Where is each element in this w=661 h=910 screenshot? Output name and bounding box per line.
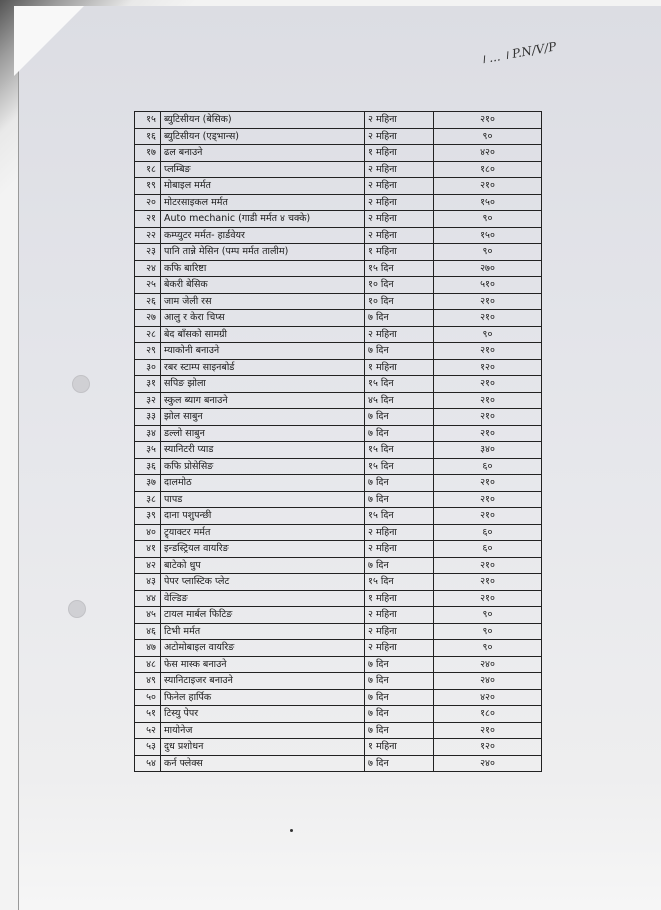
training-name-cell: बाटेको धुप — [161, 557, 365, 574]
count-cell: २४० — [434, 656, 542, 673]
duration-cell: १ महिना — [365, 359, 434, 376]
duration-cell: ७ दिन — [365, 689, 434, 706]
serial-number-cell: ४५ — [135, 607, 161, 624]
table-row — [135, 491, 542, 508]
duration-cell: २ महिना — [365, 128, 434, 145]
table-row — [135, 442, 542, 459]
serial-number-cell: २९ — [135, 343, 161, 360]
training-name-cell: मोबाइल मर्मत — [161, 178, 365, 195]
training-name-cell: ब्युटिसीयन (बेसिक) — [161, 112, 365, 129]
table-row — [135, 145, 542, 162]
duration-cell: २ महिना — [365, 524, 434, 541]
duration-cell: १५ दिन — [365, 574, 434, 591]
table-row — [135, 359, 542, 376]
count-cell: ९० — [434, 128, 542, 145]
duration-cell: २ महिना — [365, 161, 434, 178]
table-row — [135, 475, 542, 492]
training-name-cell: सपिङ झोला — [161, 376, 365, 393]
serial-number-cell: ३५ — [135, 442, 161, 459]
training-name-cell: पापड — [161, 491, 365, 508]
table-row — [135, 293, 542, 310]
table-row — [135, 277, 542, 294]
duration-cell: १५ दिन — [365, 260, 434, 277]
training-name-cell: ट्र्याक्टर मर्मत — [161, 524, 365, 541]
training-name-cell: कफि बारिष्टा — [161, 260, 365, 277]
training-name-cell: अटोमोबाइल वायरिङ — [161, 640, 365, 657]
serial-number-cell: ३२ — [135, 392, 161, 409]
duration-cell: २ महिना — [365, 227, 434, 244]
table-row — [135, 409, 542, 426]
serial-number-cell: २२ — [135, 227, 161, 244]
count-cell: २१० — [434, 722, 542, 739]
table-row — [135, 508, 542, 525]
serial-number-cell: १५ — [135, 112, 161, 129]
duration-cell: १५ दिन — [365, 508, 434, 525]
count-cell: १२० — [434, 739, 542, 756]
training-name-cell: पेपर प्लास्टिक प्लेट — [161, 574, 365, 591]
count-cell: २१० — [434, 590, 542, 607]
duration-cell: १५ दिन — [365, 442, 434, 459]
serial-number-cell: ३० — [135, 359, 161, 376]
count-cell: २१० — [434, 112, 542, 129]
serial-number-cell: ३४ — [135, 425, 161, 442]
training-name-cell: ब्युटिसीयन (एड्भान्स) — [161, 128, 365, 145]
duration-cell: १ महिना — [365, 590, 434, 607]
serial-number-cell: २६ — [135, 293, 161, 310]
table-row — [135, 574, 542, 591]
count-cell: १८० — [434, 161, 542, 178]
duration-cell: १५ दिन — [365, 458, 434, 475]
count-cell: ९० — [434, 640, 542, 657]
table-row — [135, 689, 542, 706]
table-row — [135, 739, 542, 756]
count-cell: ९० — [434, 607, 542, 624]
serial-number-cell: २१ — [135, 211, 161, 228]
training-name-cell: टिस्यु पेपर — [161, 706, 365, 723]
serial-number-cell: ४० — [135, 524, 161, 541]
count-cell: २४० — [434, 673, 542, 690]
table-row — [135, 161, 542, 178]
training-name-cell: मायोनेज — [161, 722, 365, 739]
handwritten-note: । ... । P.N/V/P — [479, 39, 558, 67]
duration-cell: ७ दिन — [365, 475, 434, 492]
training-table — [134, 111, 542, 772]
serial-number-cell: ३७ — [135, 475, 161, 492]
serial-number-cell: २४ — [135, 260, 161, 277]
training-name-cell: दालमोठ — [161, 475, 365, 492]
table-row — [135, 178, 542, 195]
training-name-cell: रबर स्टाम्प साइनबोर्ड — [161, 359, 365, 376]
serial-number-cell: ३१ — [135, 376, 161, 393]
table-row — [135, 640, 542, 657]
duration-cell: २ महिना — [365, 178, 434, 195]
count-cell: २४० — [434, 755, 542, 772]
count-cell: ९० — [434, 623, 542, 640]
duration-cell: ७ दिन — [365, 722, 434, 739]
duration-cell: ७ दिन — [365, 706, 434, 723]
training-name-cell: कफि प्रोसेसिङ — [161, 458, 365, 475]
serial-number-cell: ५० — [135, 689, 161, 706]
training-name-cell: कम्प्युटर मर्मत- हार्डवेयर — [161, 227, 365, 244]
duration-cell: १० दिन — [365, 293, 434, 310]
training-name-cell: डल्लो साबुन — [161, 425, 365, 442]
serial-number-cell: ४३ — [135, 574, 161, 591]
count-cell: ५१० — [434, 277, 542, 294]
count-cell: २१० — [434, 392, 542, 409]
table-row — [135, 557, 542, 574]
count-cell: २१० — [434, 425, 542, 442]
count-cell: ९० — [434, 211, 542, 228]
table-row — [135, 326, 542, 343]
count-cell: २१० — [434, 491, 542, 508]
serial-number-cell: ३९ — [135, 508, 161, 525]
duration-cell: २ महिना — [365, 326, 434, 343]
count-cell: २१० — [434, 574, 542, 591]
table-row — [135, 112, 542, 129]
table-row — [135, 227, 542, 244]
table-row — [135, 607, 542, 624]
duration-cell: १ महिना — [365, 145, 434, 162]
serial-number-cell: ५२ — [135, 722, 161, 739]
duration-cell: १० दिन — [365, 277, 434, 294]
serial-number-cell: २७ — [135, 310, 161, 327]
training-table-body — [135, 112, 542, 772]
count-cell: २१० — [434, 310, 542, 327]
serial-number-cell: ४९ — [135, 673, 161, 690]
duration-cell: ७ दिन — [365, 343, 434, 360]
serial-number-cell: ५३ — [135, 739, 161, 756]
count-cell: १५० — [434, 227, 542, 244]
count-cell: २१० — [434, 409, 542, 426]
table-row — [135, 524, 542, 541]
training-name-cell: प्लम्बिङ — [161, 161, 365, 178]
duration-cell: १ महिना — [365, 244, 434, 261]
serial-number-cell: २० — [135, 194, 161, 211]
training-name-cell: स्कुल ब्याग बनाउने — [161, 392, 365, 409]
count-cell: २१० — [434, 178, 542, 195]
table-row — [135, 706, 542, 723]
table-row — [135, 244, 542, 261]
training-name-cell: इन्डस्ट्रियल वायरिङ — [161, 541, 365, 558]
training-name-cell: मोटरसाइकल मर्मत — [161, 194, 365, 211]
serial-number-cell: ५४ — [135, 755, 161, 772]
training-name-cell: वेल्डिङ — [161, 590, 365, 607]
table-row — [135, 260, 542, 277]
table-row — [135, 194, 542, 211]
serial-number-cell: ४७ — [135, 640, 161, 657]
table-row — [135, 755, 542, 772]
training-name-cell: दुध प्रशोधन — [161, 739, 365, 756]
serial-number-cell: ४२ — [135, 557, 161, 574]
table-row — [135, 656, 542, 673]
table-row — [135, 623, 542, 640]
table-row — [135, 211, 542, 228]
training-name-cell: बेकरी बेसिक — [161, 277, 365, 294]
serial-number-cell: ५१ — [135, 706, 161, 723]
training-name-cell: टायल मार्बल फिटिङ — [161, 607, 365, 624]
serial-number-cell: ४४ — [135, 590, 161, 607]
table-row — [135, 392, 542, 409]
duration-cell: ७ दिन — [365, 310, 434, 327]
duration-cell: ७ दिन — [365, 491, 434, 508]
duration-cell: ७ दिन — [365, 755, 434, 772]
training-name-cell: फेस मास्क बनाउने — [161, 656, 365, 673]
serial-number-cell: ३८ — [135, 491, 161, 508]
duration-cell: २ महिना — [365, 607, 434, 624]
training-name-cell: जाम जेली रस — [161, 293, 365, 310]
serial-number-cell: ४६ — [135, 623, 161, 640]
serial-number-cell: १९ — [135, 178, 161, 195]
training-name-cell: फिनेल हार्पिक — [161, 689, 365, 706]
count-cell: १५० — [434, 194, 542, 211]
duration-cell: ७ दिन — [365, 557, 434, 574]
serial-number-cell: २५ — [135, 277, 161, 294]
serial-number-cell: ४१ — [135, 541, 161, 558]
duration-cell: ७ दिन — [365, 409, 434, 426]
count-cell: १८० — [434, 706, 542, 723]
serial-number-cell: ४८ — [135, 656, 161, 673]
serial-number-cell: २३ — [135, 244, 161, 261]
count-cell: २१० — [434, 293, 542, 310]
count-cell: ६० — [434, 524, 542, 541]
duration-cell: २ महिना — [365, 640, 434, 657]
table-row — [135, 310, 542, 327]
training-name-cell: ढल बनाउने — [161, 145, 365, 162]
training-name-cell: दाना पशुपन्छी — [161, 508, 365, 525]
training-name-cell: टिभी मर्मत — [161, 623, 365, 640]
table-row — [135, 541, 542, 558]
table-row — [135, 425, 542, 442]
count-cell: ६० — [434, 541, 542, 558]
duration-cell: २ महिना — [365, 112, 434, 129]
count-cell: २१० — [434, 475, 542, 492]
duration-cell: ७ दिन — [365, 673, 434, 690]
serial-number-cell: १७ — [135, 145, 161, 162]
count-cell: ६० — [434, 458, 542, 475]
training-name-cell: Auto mechanic (गाडी मर्मत ४ चक्के) — [161, 211, 365, 228]
count-cell: १२० — [434, 359, 542, 376]
count-cell: ३४० — [434, 442, 542, 459]
duration-cell: २ महिना — [365, 623, 434, 640]
serial-number-cell: ३६ — [135, 458, 161, 475]
count-cell: २१० — [434, 343, 542, 360]
table-row — [135, 458, 542, 475]
table-row — [135, 590, 542, 607]
training-name-cell: म्याकोनी बनाउने — [161, 343, 365, 360]
count-cell: २१० — [434, 557, 542, 574]
folded-corner — [14, 6, 84, 76]
stray-mark — [290, 829, 293, 832]
serial-number-cell: ३३ — [135, 409, 161, 426]
duration-cell: ७ दिन — [365, 425, 434, 442]
duration-cell: १ महिना — [365, 739, 434, 756]
count-cell: २१० — [434, 376, 542, 393]
table-row — [135, 128, 542, 145]
punch-hole-bottom — [68, 600, 86, 618]
duration-cell: ७ दिन — [365, 656, 434, 673]
duration-cell: २ महिना — [365, 541, 434, 558]
serial-number-cell: २८ — [135, 326, 161, 343]
duration-cell: १५ दिन — [365, 376, 434, 393]
training-name-cell: कर्न फ्लेक्स — [161, 755, 365, 772]
training-name-cell: स्यानिटाइजर बनाउने — [161, 673, 365, 690]
duration-cell: २ महिना — [365, 194, 434, 211]
count-cell: २७० — [434, 260, 542, 277]
count-cell: ४२० — [434, 145, 542, 162]
count-cell: ९० — [434, 244, 542, 261]
training-name-cell: स्यानिटरी प्याड — [161, 442, 365, 459]
count-cell: २१० — [434, 508, 542, 525]
table-row — [135, 376, 542, 393]
table-row — [135, 722, 542, 739]
duration-cell: ४५ दिन — [365, 392, 434, 409]
training-name-cell: झोल साबुन — [161, 409, 365, 426]
serial-number-cell: १८ — [135, 161, 161, 178]
training-name-cell: बेद बाँसको सामग्री — [161, 326, 365, 343]
table-row — [135, 343, 542, 360]
punch-hole-top — [72, 375, 90, 393]
training-name-cell: पानि तान्ने मेसिन (पम्प मर्मत तालीम) — [161, 244, 365, 261]
count-cell: ९० — [434, 326, 542, 343]
table-row — [135, 673, 542, 690]
duration-cell: २ महिना — [365, 211, 434, 228]
serial-number-cell: १६ — [135, 128, 161, 145]
count-cell: ४२० — [434, 689, 542, 706]
training-name-cell: आलु र केरा चिप्स — [161, 310, 365, 327]
